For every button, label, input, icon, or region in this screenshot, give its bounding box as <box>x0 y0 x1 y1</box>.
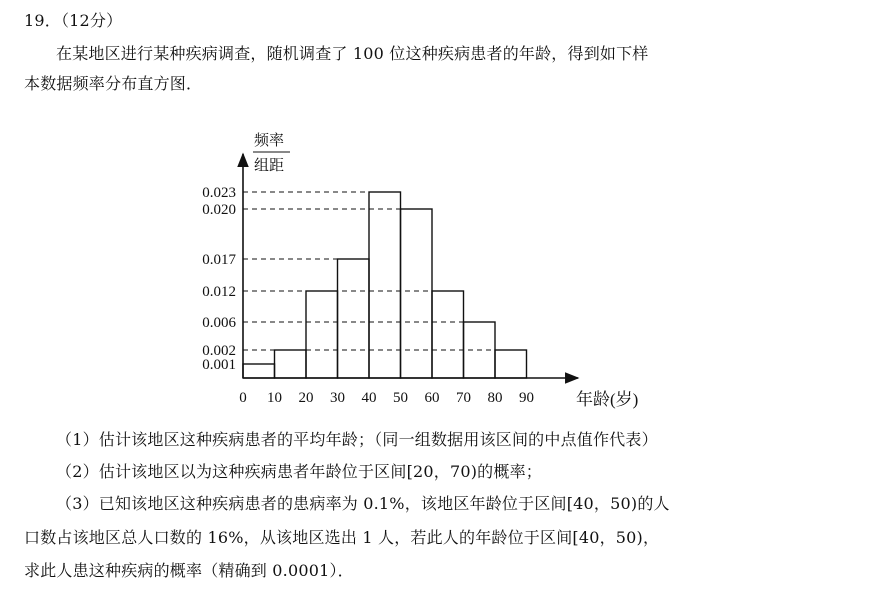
x-tick-30: 30 <box>330 390 345 406</box>
x-axis-label: 年龄(岁) <box>576 390 639 409</box>
problem-header: 19．（12分） <box>24 11 123 30</box>
intro-line-1: 在某地区进行某种疾病调查，随机调查了 100 位这种疾病患者的年龄，得到如下样 <box>56 44 649 63</box>
x-tick-80: 80 <box>487 390 503 406</box>
question-3-line-2: 口数占该地区总人口数的 16%，从该地区选出 1 人，若此人的年龄位于区间[40，50)， <box>24 528 660 547</box>
y-tick-labels <box>202 185 236 373</box>
y-tick-0.012: 0.012 <box>202 284 236 300</box>
bar-20-30 <box>306 291 338 378</box>
x-tick-0: 0 <box>239 390 247 406</box>
question-3-line-3: 求此人患这种疾病的概率（精确到 0.0001）． <box>24 561 354 580</box>
question-3-line-1: （3）已知该地区这种疾病患者的患病率为 0.1%，该地区年龄位于区间[40，50)的人 <box>56 494 670 513</box>
y-tick-0.020: 0.020 <box>202 202 236 218</box>
x-tick-70: 70 <box>456 390 471 406</box>
y-label-top: 频率 <box>254 133 285 149</box>
bar-50-60 <box>401 209 433 378</box>
bar-60-70 <box>432 291 464 378</box>
y-tick-0.002: 0.002 <box>202 343 236 359</box>
x-tick-10: 10 <box>267 390 282 406</box>
x-tick-90: 90 <box>519 390 534 406</box>
bar-10-20 <box>275 350 307 378</box>
y-tick-0.006: 0.006 <box>202 315 236 331</box>
question-2: （2）估计该地区以为这种疾病患者年龄位于区间[20，70)的概率； <box>56 462 542 481</box>
bar-80-90 <box>495 350 527 378</box>
y-tick-0.017: 0.017 <box>202 252 236 268</box>
x-tick-40: 40 <box>361 390 377 406</box>
intro-line-2: 本数据频率分布直方图． <box>24 74 203 93</box>
x-tick-50: 50 <box>393 390 408 406</box>
bar-30-40 <box>338 259 370 378</box>
question-1: （1）估计该地区这种疾病患者的平均年龄；（同一组数据用该区间的中点值作代表） <box>56 430 658 449</box>
x-tick-20: 20 <box>298 390 314 406</box>
y-tick-0.001: 0.001 <box>202 357 236 373</box>
bar-0-10 <box>243 364 275 378</box>
histogram-bars <box>243 192 527 378</box>
y-label-bottom: 组距 <box>254 158 285 174</box>
x-tick-60: 60 <box>424 390 440 406</box>
x-tick-labels <box>239 390 534 406</box>
y-tick-0.023: 0.023 <box>202 185 236 201</box>
